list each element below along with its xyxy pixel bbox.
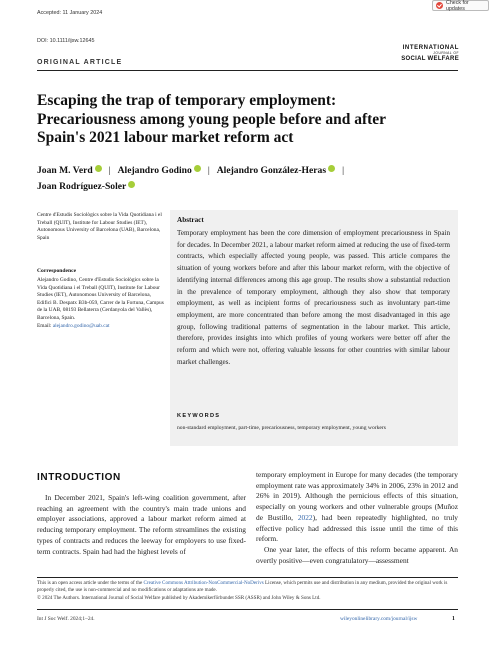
author-separator: | <box>342 165 344 176</box>
author-2[interactable] <box>118 165 201 176</box>
author-separator: | <box>207 165 210 176</box>
body-paragraph <box>256 470 458 545</box>
copyright-text: © 2024 The Authors. International Journal of Social Welfare published by Akademikerförbundet SSR (ASSR) and John Wiley & Sons Ltd. <box>37 594 321 601</box>
journal-logo-line2: JOURNAL OF <box>433 51 459 55</box>
journal-logo-line3: SOCIAL WELFARE <box>401 56 459 63</box>
author-name: Joan M. Verd <box>37 165 93 176</box>
author-name: Joan Rodríguez-Soler <box>37 181 127 192</box>
affiliation: Centre d'Estudis Sociològics sobre la Vida Quotidiana i el Treball (QUIT), Institute for Labour Studies (IET), Autonomous University of Barcelona (UAB), Barcelona, Spain <box>37 212 162 241</box>
email-label: Email: <box>37 322 52 329</box>
license-text: License, which permits use and distribution in any medium, provided the original work is properly cited, the use is non-commercial and no modifications or adaptations are made. <box>37 580 448 594</box>
keywords-text: non-standard employment, part-time, precariousness, temporary employment, young workers <box>177 425 386 431</box>
license-link[interactable]: Creative Commons Attribution-NonCommercial-NoDerivs <box>143 580 264 586</box>
orcid-icon[interactable] <box>95 165 102 172</box>
journal-logo <box>385 45 459 62</box>
keywords-heading: KEYWORDS <box>177 413 221 419</box>
license-text: This is an open access article under the terms of the <box>37 580 144 586</box>
author-list <box>37 163 458 195</box>
author-3[interactable] <box>217 165 335 176</box>
introduction-heading: INTRODUCTION <box>37 472 121 483</box>
journal-logo-line1: INTERNATIONAL <box>402 45 459 51</box>
author-1[interactable] <box>37 165 102 176</box>
correspondence-heading: Correspondence <box>37 268 77 274</box>
author-separator: | <box>108 165 111 176</box>
body-right-column <box>256 470 458 566</box>
correspondence-text: Alejandro Godino, Centre d'Estudis Sociològics sobre la Vida Quotidiana i el Treball (QUIT), Institute for Labour Studies (IET), Autonomous University of Barcelona, Edifici B. Despatx B3b-059, Carrer de la Fortuna, Campus de la UAB, 08193 Bellaterra (Cerdanyola del Vallès), Barcelona, Spain. <box>37 277 164 321</box>
article-type: ORIGINAL ARTICLE <box>37 59 123 66</box>
orcid-icon[interactable] <box>328 165 335 172</box>
journal-citation: Int J Soc Welf. 2024;1–24. <box>37 616 95 622</box>
body-paragraph: One year later, the effects of this reform became apparent. An overtly positive—even congratulatory—assessment <box>256 544 458 565</box>
page-number: 1 <box>452 616 455 622</box>
orcid-icon[interactable] <box>128 181 135 188</box>
doi[interactable]: DOI: 10.1111/ijsw.12645 <box>37 38 95 44</box>
accepted-date: Accepted: 11 January 2024 <box>37 10 103 16</box>
license-divider <box>37 577 458 578</box>
journal-url-link[interactable]: wileyonlinelibrary.com/journal/ijsw <box>340 616 418 622</box>
check-updates-label: Check for updates <box>446 0 469 12</box>
email-link[interactable]: alejandro.godino@uab.cat <box>52 322 110 329</box>
abstract-heading: Abstract <box>177 216 204 224</box>
body-left-column: In December 2021, Spain's left-wing coalition government, after reaching an agreement with the country's main trade unions and employer associations, approved a labour market reform aimed at reducing temporary employment. The reform streamlines the existing types of contracts and reduces the leeway for employers to use fixed-term contracts. Spain had had the highest levels of <box>37 493 246 556</box>
author-name: Alejandro González-Heras <box>216 165 327 176</box>
check-for-updates-button[interactable] <box>432 0 489 11</box>
paragraph-text: temporary employment in Europe for many decades (the temporary employment rate was approximately 34% in 2006, 23% in 2012 and 26% in 2019). Although the pernicious effects of this situation, especially on young workers and other vulnerable groups (Muñoz de Bustillo, <box>256 470 458 522</box>
footer-divider <box>37 609 458 610</box>
article-title: Escaping the trap of temporary employment: Precariousness among young people before and after Spain's 2021 labour market reform act <box>37 92 386 146</box>
check-updates-icon <box>436 2 443 9</box>
correspondence-block <box>37 277 165 330</box>
abstract-text: Temporary employment has been the core dimension of employment precariousness in Spain for decades. In December 2021, a labour market reform aimed at reducing the use of fixed-term contracts, which especially affected young people, was passed. This article compares the situation of young workers before and after this labour market reform, with the objective of identifying internal differences among this age group. The results show a substantial reduction in the prevalence of temporary employment, although they also show that temporary employment, as well as incipient forms of precariousness such as involuntary part-time employment, are more concentrated than before among the most disadvantaged in this age group, following traditional patterns of segmentation in the labour market. This article, therefore, provides insights into which profiles of young workers were better off after the reform and which were not, offering valuable lessons for other countries with similar labour market challenges. <box>177 229 450 366</box>
orcid-icon[interactable] <box>194 165 201 172</box>
author-name: Alejandro Godino <box>117 165 192 176</box>
author-4[interactable] <box>37 181 135 192</box>
citation-link[interactable]: 2022 <box>297 512 313 522</box>
license-block <box>37 580 458 602</box>
header-divider <box>37 70 458 71</box>
paragraph-text: ), had been repeatedly highlighted, no truly effective policy had addressed this issue until the time of this reform. <box>256 512 458 544</box>
